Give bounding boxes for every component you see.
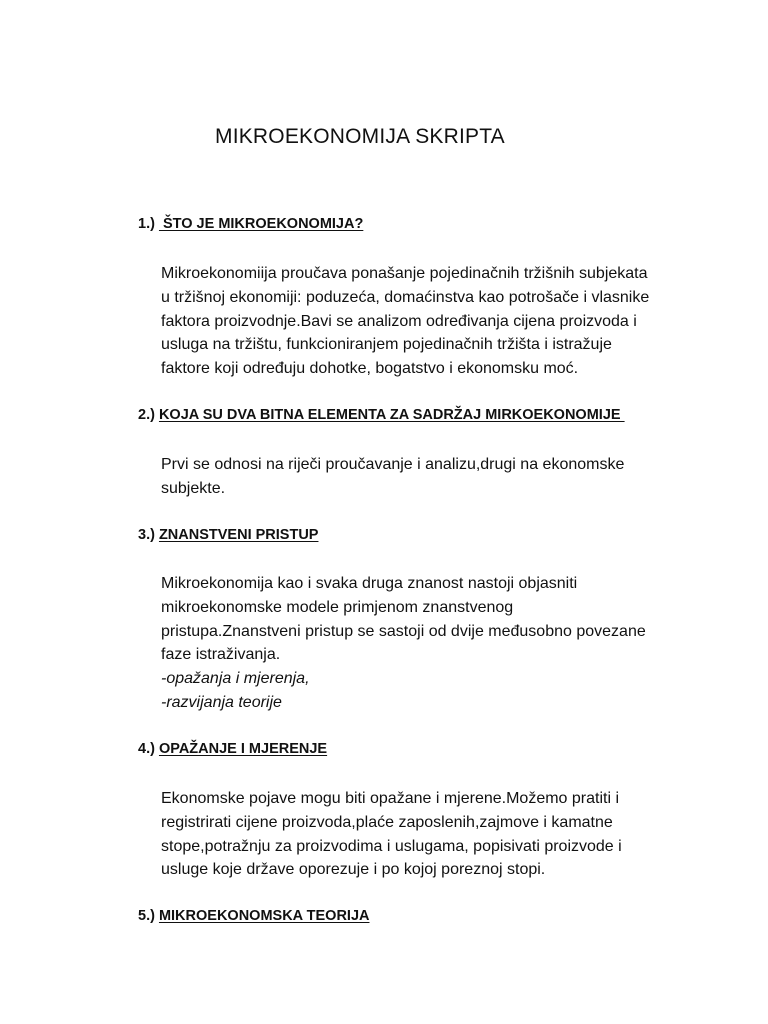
section-4-line-4: usluge koje države oporezuje i po kojoj poreznoj stopi. <box>161 861 546 879</box>
section-3-line-2: mikroekonomske modele primjenom znanstvenog <box>161 598 514 616</box>
section-4-line-1: Ekonomske pojave mogu biti opažane i mjerene.Možemo pratiti i <box>161 790 620 807</box>
section-3-number: 3.) <box>138 527 155 543</box>
section-3-paragraph <box>161 572 646 715</box>
section-5-number: 5.) <box>138 908 155 924</box>
section-2-paragraph <box>161 453 624 501</box>
section-5-heading <box>138 908 369 924</box>
section-3-line-3: pristupa.Znanstveni pristup se sastoji od dvije međusobno povezane <box>161 622 646 640</box>
section-3-title: ZNANSTVENI PRISTUP <box>158 527 319 543</box>
section-3-line-1: Mikroekonomija kao i svaka druga znanost nastoji objasniti <box>161 575 578 592</box>
section-4-heading <box>138 741 327 757</box>
section-4-line-3: stope,potražnju za proizvodima i uslugama, popisivati proizvode i <box>161 837 622 855</box>
section-1-line-5: faktore koji određuju dohotke, bogatstvo i ekonomsku moć. <box>161 360 579 378</box>
section-5-title: MIKROEKONOMSKA TEORIJA <box>158 908 370 924</box>
section-3-italic-line-1: -opažanja i mjerenja, <box>161 670 310 688</box>
section-1-line-2: u tržišnoj ekonomiji: poduzeća, domaćinstva kao potrošače i vlasnike <box>161 288 650 306</box>
section-1-line-3: faktora proizvodnje.Bavi se analizom određivanja cijena proizvoda i <box>161 312 637 330</box>
section-3-heading <box>138 527 318 543</box>
section-4-title: OPAŽANJE I MJERENJE <box>158 741 328 757</box>
section-4-paragraph <box>161 787 622 882</box>
document-title: MIKROEKONOMIJA SKRIPTA <box>215 125 505 148</box>
section-1-paragraph <box>161 262 649 381</box>
section-2-line-2: subjekte. <box>161 479 226 497</box>
section-4-number: 4.) <box>138 741 155 757</box>
section-1-title: ŠTO JE MIKROEKONOMIJA? <box>158 216 364 232</box>
section-4-line-2: registrirati cijene proizvoda,plaće zaposlenih,zajmove i kamatne <box>161 813 613 831</box>
section-2-heading <box>138 407 625 423</box>
section-1-line-4: usluga na tržištu, funkcioniranjem pojedinačnih tržišta i istražuje <box>161 336 612 354</box>
section-2-number: 2.) <box>138 407 155 423</box>
section-3-line-4: faze istraživanja. <box>161 646 281 664</box>
section-3-italic-line-2: -razvijanja teorije <box>161 693 282 711</box>
section-1-line-1: Mikroekonomiija proučava ponašanje pojedinačnih tržišnih subjekata <box>161 265 648 282</box>
section-2-title: KOJA SU DVA BITNA ELEMENTA ZA SADRŽAJ MIRKOEKONOMIJE <box>158 407 625 423</box>
section-1-number: 1.) <box>138 216 155 232</box>
section-2-line-1: Prvi se odnosi na riječi proučavanje i analizu,drugi na ekonomske <box>161 456 625 473</box>
section-1-heading <box>138 216 363 232</box>
